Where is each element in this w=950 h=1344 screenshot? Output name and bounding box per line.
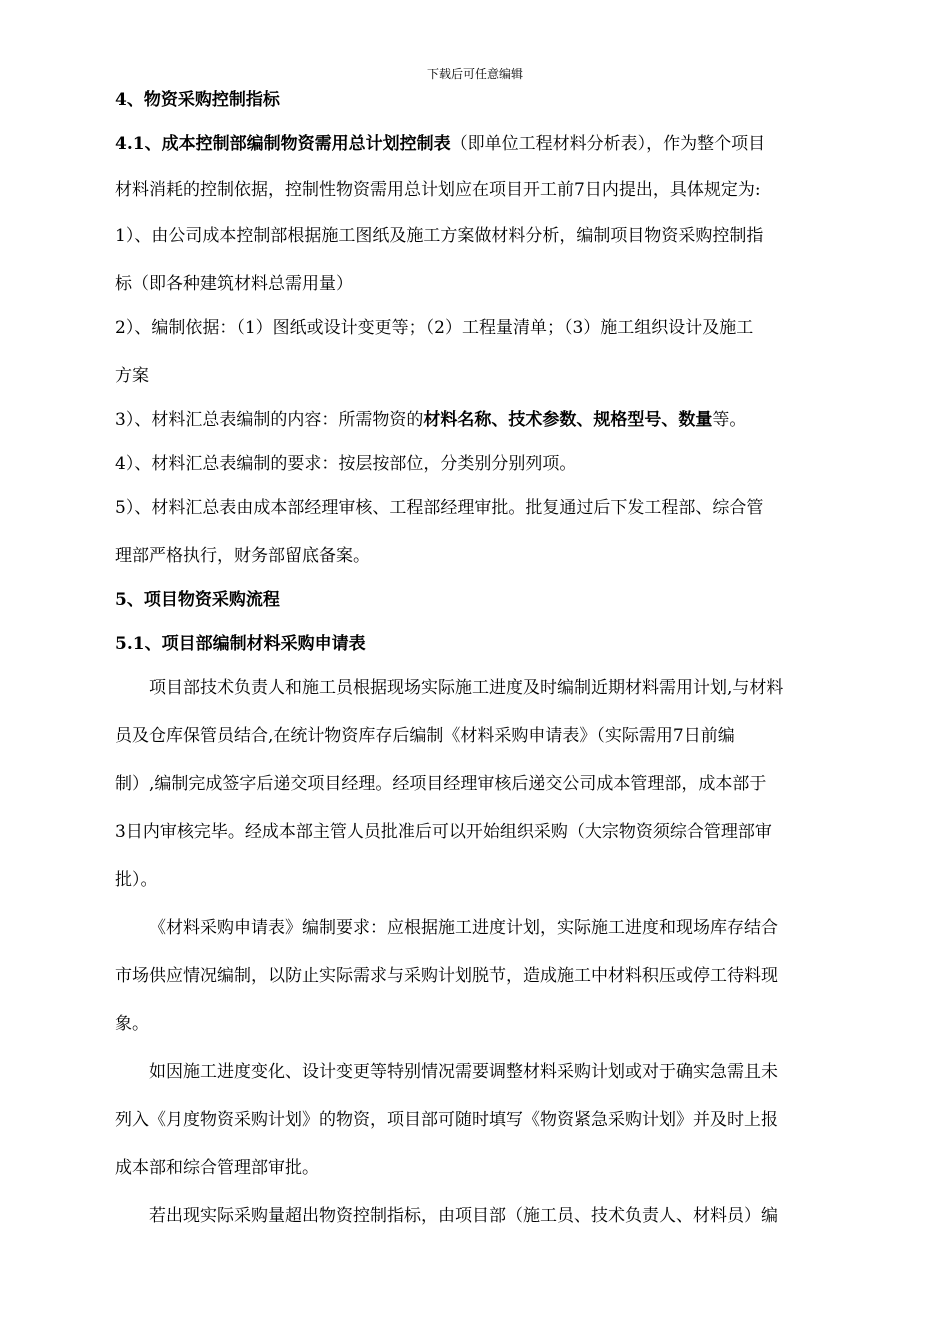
section-5-heading: 5、项目物资采购流程 <box>115 590 280 610</box>
section-5-1-heading: 5.1、项目部编制材料采购申请表 <box>115 634 366 654</box>
section-4-heading: 4、物资采购控制指标 <box>115 90 280 110</box>
item-3-text-a: 3）、材料汇总表编制的内容：所需物资的 <box>115 410 424 430</box>
para-1-line-2: 员及仓库保管员结合,在统计物资库存后编制《材料采购申请表》（实际需用7日前编 <box>115 726 735 746</box>
section-4-1-line-1 <box>115 132 865 156</box>
section-4-1-heading: 4.1、成本控制部编制物资需用总计划控制表 <box>115 134 451 154</box>
para-3-line-2: 列入《月度物资采购计划》的物资，项目部可随时填写《物资紧急采购计划》并及时上报 <box>115 1110 778 1130</box>
para-2-line-2: 市场供应情况编制，以防止实际需求与采购计划脱节，造成施工中材料积压或停工待料现 <box>115 966 778 986</box>
para-3-line-3: 成本部和综合管理部审批。 <box>115 1158 319 1178</box>
para-2-line-1: 《材料采购申请表》编制要求：应根据施工进度计划，实际施工进度和现场库存结合 <box>149 918 778 938</box>
item-3-bold: 材料名称、技术参数、规格型号、数量 <box>423 410 713 430</box>
item-5-line-2: 理部严格执行，财务部留底备案。 <box>115 546 370 566</box>
item-3-text-c: 等。 <box>712 410 747 430</box>
item-5-line-1: 5）、材料汇总表由成本部经理审核、工程部经理审批。批复通过后下发工程部、综合管 <box>115 498 764 518</box>
item-1-line-1: 1）、由公司成本控制部根据施工图纸及施工方案做材料分析，编制项目物资采购控制指 <box>115 226 764 246</box>
item-2-line-2: 方案 <box>115 366 149 386</box>
section-4-1-line-2: 材料消耗的控制依据，控制性物资需用总计划应在项目开工前7日内提出，具体规定为: <box>115 180 761 200</box>
para-1-line-1: 项目部技术负责人和施工员根据现场实际施工进度及时编制近期材料需用计划,与材料 <box>149 678 784 698</box>
para-3-line-1: 如因施工进度变化、设计变更等特别情况需要调整材料采购计划或对于确实急需且未 <box>149 1062 778 1082</box>
item-1-line-2: 标（即各种建筑材料总需用量） <box>115 274 353 294</box>
section-4-1-text: （即单位工程材料分析表），作为整个项目 <box>450 134 766 154</box>
document-body <box>115 88 865 1228</box>
para-1-line-5: 批）。 <box>115 870 158 890</box>
page-header: 下载后可任意编辑 <box>426 67 523 81</box>
para-1-line-4: 3日内审核完毕。经成本部主管人员批准后可以开始组织采购（大宗物资须综合管理部审 <box>115 822 772 842</box>
item-4: 4）、材料汇总表编制的要求：按层按部位，分类别分别列项。 <box>115 454 577 474</box>
item-3 <box>115 408 865 432</box>
para-4-line-1: 若出现实际采购量超出物资控制指标，由项目部（施工员、技术负责人、材料员）编 <box>149 1206 778 1226</box>
para-1-line-3: 制）,编制完成签字后递交项目经理。经项目经理审核后递交公司成本管理部，成本部于 <box>115 774 767 794</box>
para-2-line-3: 象。 <box>115 1014 149 1034</box>
item-2-line-1: 2）、编制依据：（1）图纸或设计变更等；（2）工程量清单；（3）施工组织设计及施工 <box>115 318 754 338</box>
